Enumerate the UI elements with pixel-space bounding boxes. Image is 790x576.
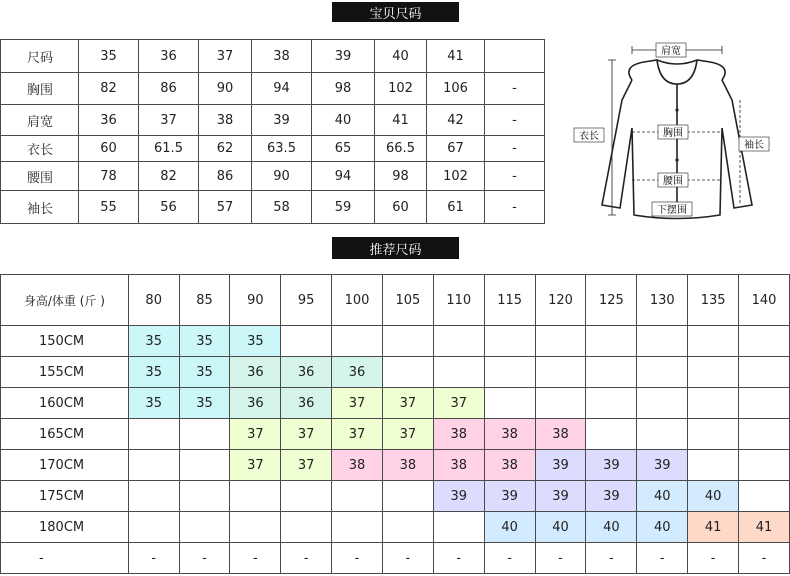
recommended-size-cell xyxy=(586,326,637,357)
recommended-size-cell xyxy=(382,481,433,512)
recommended-size-cell: - xyxy=(179,543,230,574)
recommended-size-cell: 37 xyxy=(382,388,433,419)
recommended-size-cell xyxy=(332,326,383,357)
recommended-size-cell: 35 xyxy=(128,357,179,388)
size-row xyxy=(1,162,545,191)
recommended-size-cell xyxy=(586,419,637,450)
recommended-size-cell: 40 xyxy=(637,481,688,512)
recommended-size-cell: 39 xyxy=(484,481,535,512)
height-row xyxy=(1,419,790,450)
recommended-size-cell: - xyxy=(739,543,790,574)
size-row xyxy=(1,105,545,136)
height-row xyxy=(1,388,790,419)
size-cell: 90 xyxy=(199,73,252,105)
recommended-size-cell: 37 xyxy=(230,450,281,481)
recommended-size-cell xyxy=(586,388,637,419)
recommended-size-cell xyxy=(128,512,179,543)
recommended-size-cell: 38 xyxy=(484,419,535,450)
size-row-label: 肩宽 xyxy=(1,105,79,136)
recommended-size-cell: 36 xyxy=(230,357,281,388)
recommended-size-cell: 39 xyxy=(637,450,688,481)
size-header-row xyxy=(1,40,545,73)
weight-header-cell: 130 xyxy=(637,275,688,326)
recommended-size-cell: - xyxy=(128,543,179,574)
weight-header-cell: 95 xyxy=(281,275,332,326)
recommended-size-cell xyxy=(637,326,688,357)
size-header-cell: 36 xyxy=(139,40,199,73)
height-row xyxy=(1,326,790,357)
height-label: 180CM xyxy=(1,512,129,543)
recommended-size-cell: 37 xyxy=(332,388,383,419)
size-header-cell: 38 xyxy=(252,40,312,73)
recommended-size-cell xyxy=(382,512,433,543)
size-cell: 94 xyxy=(252,73,312,105)
recommended-size-cell: 36 xyxy=(332,357,383,388)
recommended-size-cell: 39 xyxy=(535,481,586,512)
recommended-size-cell: 37 xyxy=(332,419,383,450)
chest-label: 胸围 xyxy=(663,128,683,139)
recommended-size-cell xyxy=(382,357,433,388)
weight-header-cell: 110 xyxy=(433,275,484,326)
recommended-size-cell: 38 xyxy=(433,419,484,450)
recommended-size-cell: 41 xyxy=(739,512,790,543)
recommended-size-cell xyxy=(688,326,739,357)
shoulder-width-label: 肩宽 xyxy=(661,46,681,57)
size-header-cell: 41 xyxy=(427,40,485,73)
recommended-size-cell: - xyxy=(484,543,535,574)
recommended-size-cell: - xyxy=(586,543,637,574)
recommended-size-cell: 37 xyxy=(281,419,332,450)
size-row-label: 胸围 xyxy=(1,73,79,105)
recommended-size-cell: - xyxy=(637,543,688,574)
height-row xyxy=(1,450,790,481)
recommended-size-cell: 35 xyxy=(230,326,281,357)
size-chart-title: 宝贝尺码 xyxy=(332,2,459,22)
weight-header-cell: 135 xyxy=(688,275,739,326)
recommended-size-cell: 39 xyxy=(586,481,637,512)
height-label: 170CM xyxy=(1,450,129,481)
size-cell: 66.5 xyxy=(375,136,427,162)
size-row-label: 衣长 xyxy=(1,136,79,162)
recommended-size-cell xyxy=(535,326,586,357)
height-label: - xyxy=(1,543,129,574)
recommended-size-cell: - xyxy=(281,543,332,574)
size-cell: 102 xyxy=(375,73,427,105)
height-label: 160CM xyxy=(1,388,129,419)
recommended-size-cell: 36 xyxy=(230,388,281,419)
recommended-size-cell xyxy=(332,512,383,543)
size-cell: 60 xyxy=(375,191,427,224)
size-cell: 59 xyxy=(312,191,375,224)
size-header-cell: 39 xyxy=(312,40,375,73)
size-cell: - xyxy=(485,105,545,136)
size-cell: - xyxy=(485,162,545,191)
recommended-size-cell xyxy=(433,512,484,543)
size-chart-table xyxy=(0,39,545,224)
recommended-size-cell xyxy=(433,357,484,388)
height-row xyxy=(1,357,790,388)
size-row xyxy=(1,73,545,105)
weight-header-cell: 125 xyxy=(586,275,637,326)
size-cell: - xyxy=(485,136,545,162)
size-row-label: 腰围 xyxy=(1,162,79,191)
recommended-size-cell: - xyxy=(433,543,484,574)
recommended-size-cell xyxy=(484,357,535,388)
weight-header-cell: 120 xyxy=(535,275,586,326)
recommended-size-cell xyxy=(739,419,790,450)
weight-header-cell: 80 xyxy=(128,275,179,326)
size-cell: 58 xyxy=(252,191,312,224)
recommended-size-cell xyxy=(230,481,281,512)
recommended-size-cell xyxy=(230,512,281,543)
hem-label: 下摆围 xyxy=(657,205,687,216)
recommended-size-cell: 38 xyxy=(332,450,383,481)
recommended-size-cell xyxy=(433,326,484,357)
size-cell: 67 xyxy=(427,136,485,162)
recommended-size-cell: 38 xyxy=(484,450,535,481)
recommended-size-title: 推荐尺码 xyxy=(332,237,459,259)
recommended-size-cell xyxy=(128,450,179,481)
size-cell: 42 xyxy=(427,105,485,136)
size-cell: - xyxy=(485,73,545,105)
height-label: 150CM xyxy=(1,326,129,357)
recommended-size-cell: 40 xyxy=(586,512,637,543)
recommended-size-cell: 38 xyxy=(382,450,433,481)
size-cell: 57 xyxy=(199,191,252,224)
recommended-size-cell xyxy=(535,388,586,419)
recommended-size-cell xyxy=(535,357,586,388)
recommended-size-cell xyxy=(739,326,790,357)
size-cell: 86 xyxy=(199,162,252,191)
weight-header-row xyxy=(1,275,790,326)
size-cell: 62 xyxy=(199,136,252,162)
recommended-size-cell xyxy=(128,481,179,512)
recommended-size-cell: 37 xyxy=(382,419,433,450)
size-row-label: 袖长 xyxy=(1,191,79,224)
recommended-size-cell: - xyxy=(230,543,281,574)
recommended-size-cell: 40 xyxy=(484,512,535,543)
length-label: 衣长 xyxy=(579,131,599,142)
size-cell: 40 xyxy=(312,105,375,136)
shirt-measurement-diagram xyxy=(572,40,782,220)
weight-header-cell: 85 xyxy=(179,275,230,326)
size-cell: 98 xyxy=(375,162,427,191)
recommended-size-cell: 40 xyxy=(688,481,739,512)
recommended-size-cell: 39 xyxy=(535,450,586,481)
height-label: 165CM xyxy=(1,419,129,450)
size-cell: 36 xyxy=(79,105,139,136)
recommended-size-cell xyxy=(586,357,637,388)
height-row xyxy=(1,512,790,543)
size-cell: 86 xyxy=(139,73,199,105)
size-row xyxy=(1,136,545,162)
recommended-size-cell xyxy=(637,388,688,419)
size-header-cell: 37 xyxy=(199,40,252,73)
recommended-size-cell: 39 xyxy=(433,481,484,512)
size-header-label: 尺码 xyxy=(1,40,79,73)
recommended-size-cell xyxy=(179,512,230,543)
recommended-size-cell xyxy=(739,450,790,481)
recommended-size-cell xyxy=(179,450,230,481)
recommended-size-cell xyxy=(179,481,230,512)
height-weight-header: 身高/体重 (斤 ) xyxy=(1,275,129,326)
recommended-size-cell xyxy=(688,357,739,388)
height-label: 155CM xyxy=(1,357,129,388)
recommended-size-cell xyxy=(688,388,739,419)
recommended-size-cell: - xyxy=(332,543,383,574)
height-label: 175CM xyxy=(1,481,129,512)
size-cell: 106 xyxy=(427,73,485,105)
recommended-size-cell: 41 xyxy=(688,512,739,543)
recommended-size-cell: 38 xyxy=(535,419,586,450)
height-row xyxy=(1,481,790,512)
recommended-size-cell: 40 xyxy=(535,512,586,543)
recommended-size-cell: 38 xyxy=(433,450,484,481)
size-cell: 37 xyxy=(139,105,199,136)
recommended-size-cell: - xyxy=(382,543,433,574)
recommended-size-cell: 39 xyxy=(586,450,637,481)
recommended-size-cell: 37 xyxy=(433,388,484,419)
recommended-size-cell: 36 xyxy=(281,388,332,419)
recommended-size-cell xyxy=(281,326,332,357)
size-cell: 61.5 xyxy=(139,136,199,162)
recommended-size-cell xyxy=(484,326,535,357)
recommended-size-cell xyxy=(281,481,332,512)
waist-label: 腰围 xyxy=(663,176,683,187)
sleeve-length-label: 袖长 xyxy=(744,140,764,151)
recommended-size-table xyxy=(0,274,790,574)
size-cell: 55 xyxy=(79,191,139,224)
recommended-size-cell xyxy=(739,481,790,512)
recommended-size-cell: 35 xyxy=(179,326,230,357)
recommended-size-cell: 35 xyxy=(128,388,179,419)
size-cell: 56 xyxy=(139,191,199,224)
size-cell: 90 xyxy=(252,162,312,191)
size-cell: 63.5 xyxy=(252,136,312,162)
weight-header-cell: 105 xyxy=(382,275,433,326)
recommended-size-cell xyxy=(484,388,535,419)
size-cell: 98 xyxy=(312,73,375,105)
size-cell: 65 xyxy=(312,136,375,162)
recommended-size-cell: - xyxy=(688,543,739,574)
height-row xyxy=(1,543,790,574)
size-cell: 78 xyxy=(79,162,139,191)
size-cell: 94 xyxy=(312,162,375,191)
recommended-size-cell xyxy=(179,419,230,450)
recommended-size-cell xyxy=(688,450,739,481)
size-cell: 41 xyxy=(375,105,427,136)
recommended-size-cell: 35 xyxy=(128,326,179,357)
size-row xyxy=(1,191,545,224)
recommended-size-cell: 35 xyxy=(179,388,230,419)
weight-header-cell: 115 xyxy=(484,275,535,326)
recommended-size-cell: 37 xyxy=(281,450,332,481)
size-cell: - xyxy=(485,191,545,224)
size-cell: 39 xyxy=(252,105,312,136)
recommended-size-cell: 35 xyxy=(179,357,230,388)
weight-header-cell: 90 xyxy=(230,275,281,326)
recommended-size-cell: 40 xyxy=(637,512,688,543)
size-cell: 38 xyxy=(199,105,252,136)
recommended-size-cell xyxy=(128,419,179,450)
size-header-cell: 40 xyxy=(375,40,427,73)
recommended-size-cell xyxy=(739,357,790,388)
recommended-size-cell xyxy=(281,512,332,543)
size-header-cell: 35 xyxy=(79,40,139,73)
recommended-size-cell xyxy=(688,419,739,450)
recommended-size-cell xyxy=(382,326,433,357)
weight-header-cell: 140 xyxy=(739,275,790,326)
recommended-size-cell xyxy=(637,357,688,388)
recommended-size-cell: 37 xyxy=(230,419,281,450)
recommended-size-cell: - xyxy=(535,543,586,574)
size-cell: 102 xyxy=(427,162,485,191)
size-cell: 82 xyxy=(79,73,139,105)
recommended-size-cell xyxy=(332,481,383,512)
recommended-size-cell: 36 xyxy=(281,357,332,388)
size-cell: 82 xyxy=(139,162,199,191)
size-cell: 61 xyxy=(427,191,485,224)
recommended-size-cell xyxy=(637,419,688,450)
size-header-cell xyxy=(485,40,545,73)
size-cell: 60 xyxy=(79,136,139,162)
recommended-size-cell xyxy=(739,388,790,419)
weight-header-cell: 100 xyxy=(332,275,383,326)
